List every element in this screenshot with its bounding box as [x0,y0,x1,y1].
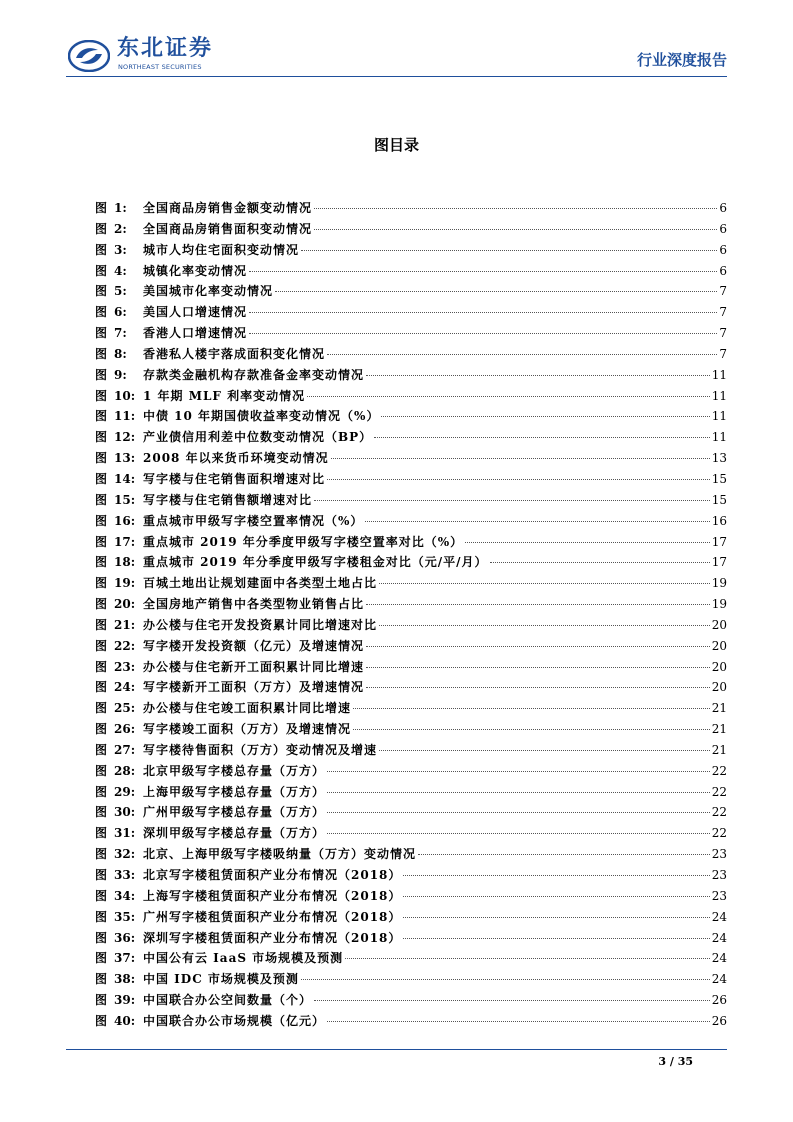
toc-entry-page: 17 [711,555,727,570]
toc-entry-prefix: 图 [95,1013,108,1028]
toc-entry-prefix: 图 [95,805,108,820]
toc-entry[interactable] [95,240,727,261]
toc-entry-page: 24 [711,909,727,924]
toc-entry-number: 28: [114,763,136,778]
toc-leader-dots [327,354,717,355]
toc-leader-dots [327,771,710,772]
toc-entry-label [95,594,143,615]
toc-entry-label [95,490,143,511]
toc-entry[interactable] [95,573,727,594]
toc-entry[interactable] [95,719,727,740]
toc-entry-title: 写字楼新开工面积（万方）及增速情况 [143,680,365,695]
toc-entry-page: 11 [711,409,727,424]
toc-leader-dots [307,396,710,397]
toc-entry-label [95,740,143,761]
toc-entry-number: 11: [114,409,136,424]
toc-leader-dots [314,229,717,230]
toc-entry-label [95,406,143,427]
toc-entry-number: 10: [114,388,136,403]
toc-entry-number: 19: [114,576,136,591]
toc-entry-title: 重点城市甲级写字楼空置率情况（%） [143,513,364,528]
toc-entry-page: 24 [711,972,727,987]
toc-entry-prefix: 图 [95,972,108,987]
toc-entry-page: 22 [711,805,727,820]
toc-entry[interactable] [95,1011,727,1032]
toc-entry-prefix: 图 [95,909,108,924]
toc-leader-dots [301,250,717,251]
toc-entry-title: 重点城市 2019 年分季度甲级写字楼租金对比（元/平/月） [143,555,488,570]
toc-entry-label [95,532,143,553]
toc-entry-label [95,698,143,719]
toc-entry-number: 12: [114,430,136,445]
toc-entry[interactable] [95,469,727,490]
toc-entry-number: 40: [114,1013,136,1028]
toc-entry-page: 15 [711,492,727,507]
toc-entry-prefix: 图 [95,763,108,778]
toc-entry-number: 26: [114,722,136,737]
toc-entry-page: 13 [711,451,727,466]
toc-leader-dots [366,646,710,647]
toc-leader-dots [381,416,709,417]
toc-entry[interactable] [95,261,727,282]
toc-entry-page: 23 [711,888,727,903]
toc-entry-page: 24 [711,930,727,945]
toc-entry-number: 38: [114,972,136,987]
toc-entry-prefix: 图 [95,784,108,799]
toc-entry-prefix: 图 [95,367,108,382]
toc-entry[interactable] [95,698,727,719]
toc-entry[interactable] [95,928,727,949]
toc-entry-prefix: 图 [95,722,108,737]
toc-entry-prefix: 图 [95,492,108,507]
toc-entry-page: 16 [711,513,727,528]
toc-entry-label [95,302,143,323]
toc-entry-title: 全国房地产销售中各类型物业销售占比 [143,597,365,612]
toc-entry-number: 37: [114,951,136,966]
toc-entry[interactable] [95,615,727,636]
toc-leader-dots [327,792,710,793]
toc-entry-number: 4: [114,263,127,278]
toc-leader-dots [465,542,710,543]
toc-entry-prefix: 图 [95,409,108,424]
toc-entry-number: 2: [114,221,127,236]
toc-entry[interactable] [95,448,727,469]
toc-entry-page: 23 [711,868,727,882]
toc-entry-label [95,677,143,698]
toc-entry-page: 6 [719,242,727,257]
toc-entry-title: 全国商品房销售面积变动情况 [143,221,313,236]
toc-entry-number: 24: [114,680,136,695]
toc-entry-number: 18: [114,555,136,570]
toc-entry-number: 35: [114,909,136,924]
toc-entry-number: 13: [114,451,136,466]
toc-entry-prefix: 图 [95,221,108,236]
toc-entry-prefix: 图 [95,680,108,695]
toc-entry[interactable] [95,219,727,240]
toc-entry-prefix: 图 [95,201,108,215]
toc-entry-title: 写字楼待售面积（万方）变动情况及增速 [143,742,378,757]
toc-entry-number: 14: [114,471,136,486]
toc-entry-title: 北京、上海甲级写字楼吸纳量（万方）变动情况 [143,847,417,862]
toc-leader-dots [379,750,710,751]
toc-entry-page: 20 [711,617,727,632]
toc-entry-page: 7 [719,326,727,341]
toc-entry-label [95,448,143,469]
toc-entry-number: 34: [114,888,136,903]
toc-entry-number: 8: [114,346,127,361]
toc-leader-dots [403,938,709,939]
toc-entry-label [95,719,143,740]
toc-entry-prefix: 图 [95,930,108,945]
toc-entry[interactable] [95,511,727,532]
toc-entry-page: 26 [711,1013,727,1028]
toc-entry-prefix: 图 [95,888,108,903]
toc-entry-page: 24 [711,951,727,966]
toc-entry-prefix: 图 [95,701,108,716]
toc-entry-title: 广州甲级写字楼总存量（万方） [143,805,326,820]
toc-entry[interactable] [95,802,727,823]
toc-leader-dots [301,979,710,980]
toc-entry[interactable] [95,657,727,678]
toc-entry-title: 办公楼与住宅新开工面积累计同比增速 [143,659,365,674]
toc-entry-number: 20: [114,597,136,612]
toc-leader-dots [379,583,710,584]
toc-entry-title: 办公楼与住宅竣工面积累计同比增速 [143,701,352,716]
toc-leader-dots [327,812,710,813]
toc-entry[interactable] [95,823,727,844]
toc-entry[interactable] [95,907,727,928]
toc-entry-prefix: 图 [95,471,108,486]
toc-entry-label [95,782,143,803]
toc-entry-number: 31: [114,826,136,841]
toc-entry-label [95,802,143,823]
toc-entry-page: 20 [711,659,727,674]
toc-entry-title: 中国联合办公空间数量（个） [143,993,313,1008]
toc-entry-prefix: 图 [95,826,108,841]
toc-entry-number: 15: [114,492,136,507]
toc-leader-dots [331,458,710,459]
toc-title: 图目录 [373,136,419,154]
toc-entry-prefix: 图 [95,659,108,674]
toc-entry-page: 21 [711,742,727,757]
toc-leader-dots [418,854,710,855]
toc-entry[interactable] [95,323,727,344]
toc-entry-prefix: 图 [95,993,108,1008]
page-header [0,0,793,80]
toc-entry-prefix: 图 [95,263,108,278]
toc-entry-title: 写字楼开发投资额（亿元）及增速情况 [143,638,365,653]
toc-entry-prefix: 图 [95,534,108,549]
toc-entry-prefix: 图 [95,284,108,299]
toc-entry-prefix: 图 [95,305,108,320]
toc-entry-prefix: 图 [95,388,108,403]
toc-entry-page: 11 [711,367,727,382]
toc-leader-dots [314,500,710,501]
figure-index-list [95,198,727,1032]
toc-entry-number: 33: [114,868,136,882]
toc-entry-page: 7 [719,284,727,299]
toc-entry-title: 城镇化率变动情况 [143,263,248,278]
toc-entry-page: 19 [711,597,727,612]
toc-entry-prefix: 图 [95,326,108,341]
toc-leader-dots [353,708,710,709]
toc-leader-dots [403,896,709,897]
toc-entry-page: 19 [711,576,727,591]
toc-entry-title: 香港人口增速情况 [143,326,248,341]
toc-entry-label [95,281,143,302]
toc-entry-title: 上海甲级写字楼总存量（万方） [143,784,326,799]
toc-entry[interactable] [95,948,727,969]
toc-entry-label [95,573,143,594]
toc-entry-label [95,469,143,490]
toc-entry-label [95,990,143,1011]
toc-entry-page: 21 [711,701,727,716]
toc-entry-title: 中国联合办公市场规模（亿元） [143,1013,326,1028]
toc-entry-number: 30: [114,805,136,820]
toc-entry-title: 写字楼竣工面积（万方）及增速情况 [143,722,352,737]
toc-entry-label [95,865,143,886]
toc-entry-prefix: 图 [95,346,108,361]
toc-entry-number: 9: [114,367,127,382]
page-number: 3 / 35 [658,1055,693,1068]
toc-leader-dots [249,333,717,334]
toc-entry-title: 全国商品房销售金额变动情况 [143,201,313,215]
toc-entry-number: 25: [114,701,136,716]
toc-entry-label [95,552,143,573]
toc-entry-number: 21: [114,617,136,632]
brand-name-en: NORTHEAST SECURITIES [118,63,202,71]
report-type-label: 行业深度报告 [636,51,727,69]
toc-entry-label [95,907,143,928]
toc-entry-page: 22 [711,826,727,841]
toc-entry[interactable] [95,594,727,615]
toc-entry[interactable] [95,990,727,1011]
toc-entry-label [95,240,143,261]
toc-entry-title: 广州写字楼租赁面积产业分布情况（2018） [143,909,402,924]
toc-entry-label [95,657,143,678]
toc-entry-prefix: 图 [95,597,108,612]
toc-entry-number: 7: [114,326,127,341]
toc-entry[interactable] [95,552,727,573]
toc-entry-title: 深圳写字楼租赁面积产业分布情况（2018） [143,930,402,945]
toc-leader-dots [403,875,709,876]
toc-leader-dots [314,208,717,209]
toc-entry-label [95,1011,143,1032]
toc-leader-dots [379,625,710,626]
toc-entry-title: 美国人口增速情况 [143,305,248,320]
toc-entry-number: 22: [114,638,136,653]
toc-entry-number: 39: [114,993,136,1008]
toc-entry-page: 15 [711,471,727,486]
toc-entry-label [95,511,143,532]
toc-entry-title: 1 年期 MLF 利率变动情况 [143,388,306,403]
toc-entry[interactable] [95,281,727,302]
toc-leader-dots [365,521,709,522]
toc-entry[interactable] [95,865,727,886]
toc-entry-number: 27: [114,742,136,757]
toc-entry-number: 16: [114,513,136,528]
toc-leader-dots [366,687,710,688]
toc-leader-dots [249,271,717,272]
toc-leader-dots [374,437,710,438]
toc-entry-page: 11 [711,388,727,403]
toc-entry-label [95,886,143,907]
toc-entry-prefix: 图 [95,638,108,653]
toc-entry[interactable] [95,677,727,698]
toc-entry-label [95,928,143,949]
toc-entry-page: 7 [719,346,727,361]
toc-entry-prefix: 图 [95,242,108,257]
toc-entry-title: 办公楼与住宅开发投资累计同比增速对比 [143,617,378,632]
toc-entry-number: 23: [114,659,136,674]
toc-leader-dots [327,833,710,834]
toc-entry-title: 写字楼与住宅销售额增速对比 [143,492,313,507]
toc-entry-title: 中债 10 年期国债收益率变动情况（%） [143,409,380,424]
toc-entry[interactable] [95,761,727,782]
toc-entry-number: 29: [114,784,136,799]
toc-entry-number: 36: [114,930,136,945]
toc-entry[interactable] [95,427,727,448]
toc-entry-title: 重点城市 2019 年分季度甲级写字楼空置率对比（%） [143,534,464,549]
toc-entry-prefix: 图 [95,847,108,862]
toc-entry-page: 6 [719,221,727,236]
toc-entry-prefix: 图 [95,742,108,757]
toc-entry-title: 城市人均住宅面积变动情况 [143,242,300,257]
toc-entry[interactable] [95,969,727,990]
toc-leader-dots [353,729,710,730]
toc-entry-page: 6 [719,201,727,215]
toc-leader-dots [366,604,710,605]
toc-entry-page: 7 [719,305,727,320]
toc-entry-page: 17 [711,534,727,549]
toc-entry-label [95,969,143,990]
toc-entry-prefix: 图 [95,513,108,528]
toc-leader-dots [249,312,717,313]
toc-entry[interactable] [95,886,727,907]
toc-entry-title: 百城土地出让规划建面中各类型土地占比 [143,576,378,591]
northeast-securities-logo-icon [68,40,110,72]
toc-entry-page: 21 [711,722,727,737]
toc-entry-label [95,219,143,240]
toc-entry-label [95,386,143,407]
toc-entry-title: 北京甲级写字楼总存量（万方） [143,763,326,778]
toc-entry-label [95,615,143,636]
toc-entry-label [95,427,143,448]
toc-entry[interactable] [95,302,727,323]
toc-entry-title: 北京写字楼租赁面积产业分布情况（2018） [143,868,402,882]
toc-leader-dots [327,479,710,480]
toc-entry-prefix: 图 [95,951,108,966]
toc-entry-number: 3: [114,242,127,257]
toc-leader-dots [366,667,710,668]
toc-entry[interactable] [95,365,727,386]
toc-entry[interactable] [95,406,727,427]
toc-entry[interactable] [95,532,727,553]
brand-name-cn: 东北证券 [117,36,214,61]
toc-entry[interactable] [95,490,727,511]
toc-leader-dots [403,917,709,918]
toc-leader-dots [490,562,710,563]
toc-entry[interactable] [95,636,727,657]
toc-entry-number: 1: [114,201,127,215]
toc-entry[interactable] [95,782,727,803]
toc-entry-page: 11 [711,430,727,445]
toc-entry-number: 6: [114,305,127,320]
toc-entry-label [95,365,143,386]
toc-entry-label [95,844,143,865]
toc-entry-prefix: 图 [95,868,108,882]
toc-entry-label [95,323,143,344]
toc-entry-page: 6 [719,263,727,278]
toc-entry-page: 23 [711,847,727,862]
toc-leader-dots [345,958,710,959]
toc-entry-title: 上海写字楼租赁面积产业分布情况（2018） [143,888,402,903]
toc-entry[interactable] [95,344,727,365]
toc-entry-page: 20 [711,638,727,653]
toc-entry[interactable] [95,740,727,761]
toc-leader-dots [327,1021,710,1022]
toc-entry-title: 写字楼与住宅销售面积增速对比 [143,471,326,486]
toc-entry-prefix: 图 [95,617,108,632]
toc-entry-label [95,948,143,969]
toc-entry-title: 存款类金融机构存款准备金率变动情况 [143,367,365,382]
toc-entry-title: 中国 IDC 市场规模及预测 [143,972,299,987]
toc-entry-page: 20 [711,680,727,695]
toc-entry-title: 香港私人楼宇落成面积变化情况 [143,346,326,361]
toc-entry-label [95,198,143,219]
toc-entry-label [95,761,143,782]
footer-divider [66,1049,727,1050]
toc-entry-prefix: 图 [95,430,108,445]
toc-entry-page: 22 [711,784,727,799]
toc-entry-title: 美国城市化率变动情况 [143,284,274,299]
toc-entry-title: 深圳甲级写字楼总存量（万方） [143,826,326,841]
toc-entry-label [95,636,143,657]
toc-entry-title: 2008 年以来货币环境变动情况 [143,451,329,466]
header-divider [66,76,727,77]
toc-entry-label [95,344,143,365]
toc-entry-title: 产业债信用利差中位数变动情况（BP） [143,430,373,445]
toc-entry-title: 中国公有云 IaaS 市场规模及预测 [143,951,344,966]
toc-entry-number: 32: [114,847,136,862]
toc-entry[interactable] [95,198,727,219]
toc-entry-page: 22 [711,763,727,778]
toc-entry[interactable] [95,844,727,865]
toc-entry-label [95,261,143,282]
toc-entry-label [95,823,143,844]
toc-entry-prefix: 图 [95,555,108,570]
toc-entry-number: 17: [114,534,136,549]
toc-leader-dots [366,375,710,376]
toc-leader-dots [314,1000,710,1001]
toc-entry-prefix: 图 [95,576,108,591]
toc-entry-prefix: 图 [95,451,108,466]
toc-entry-page: 26 [711,993,727,1008]
toc-leader-dots [275,291,717,292]
toc-entry[interactable] [95,386,727,407]
toc-entry-number: 5: [114,284,127,299]
